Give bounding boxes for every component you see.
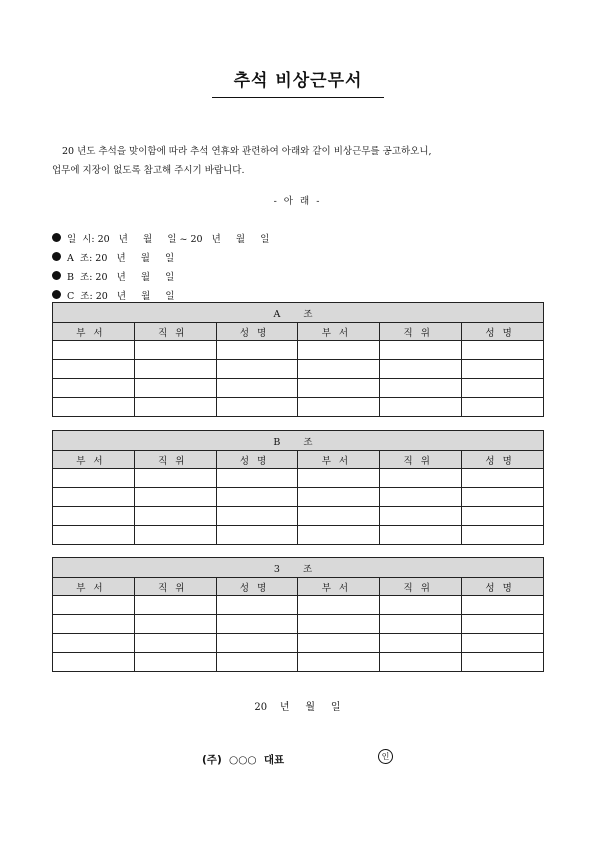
table-row <box>53 596 544 615</box>
table-cell[interactable] <box>216 488 298 507</box>
table-cell[interactable] <box>298 469 380 488</box>
table-cell[interactable] <box>53 488 135 507</box>
table-row <box>53 360 544 379</box>
table-cell[interactable] <box>216 653 298 672</box>
table-row <box>53 507 544 526</box>
table-cell[interactable] <box>380 469 462 488</box>
table-cell[interactable] <box>298 488 380 507</box>
table-cell[interactable] <box>134 360 216 379</box>
table-cell[interactable] <box>134 653 216 672</box>
table-cell[interactable] <box>216 615 298 634</box>
table-cell[interactable] <box>216 526 298 545</box>
table-cell[interactable] <box>380 634 462 653</box>
table-row <box>53 488 544 507</box>
table-cell[interactable] <box>462 341 544 360</box>
table-cell[interactable] <box>53 653 135 672</box>
roster-table-group-3 <box>52 557 544 672</box>
column-header: 성명 <box>216 451 298 469</box>
bullet-icon <box>52 271 61 280</box>
seal-mark: 인 <box>378 749 393 764</box>
table-cell[interactable] <box>380 526 462 545</box>
table-cell[interactable] <box>462 360 544 379</box>
schedule-item-group-b <box>52 266 269 285</box>
table-cell[interactable] <box>380 615 462 634</box>
page-title: 추석 비상근무서 <box>212 66 384 98</box>
intro-line-2: 업무에 지장이 없도록 참고해 주시기 바랍니다. <box>52 165 245 176</box>
table-row <box>53 469 544 488</box>
table-cell[interactable] <box>462 615 544 634</box>
table-cell[interactable] <box>53 634 135 653</box>
table-cell[interactable] <box>462 469 544 488</box>
table-cell[interactable] <box>380 398 462 417</box>
bullet-icon <box>52 233 61 242</box>
table-cell[interactable] <box>462 507 544 526</box>
notice-heading: - 아 래 - <box>273 196 322 207</box>
table-cell[interactable] <box>216 398 298 417</box>
table-cell[interactable] <box>134 507 216 526</box>
table-cell[interactable] <box>298 634 380 653</box>
table-cell[interactable] <box>462 653 544 672</box>
document-date: 20 년 월 일 <box>254 702 341 713</box>
table-row <box>53 526 544 545</box>
table-cell[interactable] <box>53 526 135 545</box>
bullet-icon <box>52 290 61 299</box>
table-cell[interactable] <box>53 596 135 615</box>
table-cell[interactable] <box>298 360 380 379</box>
group-title: A 조 <box>53 303 544 323</box>
table-cell[interactable] <box>298 615 380 634</box>
column-header: 직위 <box>380 323 462 341</box>
schedule-item-label: B 조: 20 년 월 일 <box>67 271 175 283</box>
column-header: 성명 <box>462 451 544 469</box>
schedule-item-label: A 조: 20 년 월 일 <box>67 252 175 264</box>
table-cell[interactable] <box>298 507 380 526</box>
table-cell[interactable] <box>53 360 135 379</box>
column-header: 부서 <box>298 578 380 596</box>
table-cell[interactable] <box>380 596 462 615</box>
column-header: 직위 <box>134 578 216 596</box>
company-representative: (주) ○○○ 대표 <box>202 754 285 766</box>
table-cell[interactable] <box>298 379 380 398</box>
column-header: 부서 <box>53 451 135 469</box>
table-cell[interactable] <box>298 596 380 615</box>
table-cell[interactable] <box>298 398 380 417</box>
group-title: 3 조 <box>53 558 544 578</box>
table-cell[interactable] <box>216 634 298 653</box>
table-cell[interactable] <box>216 341 298 360</box>
schedule-item-label: 일 시: 20 년 월 일 ~ 20 년 월 일 <box>67 233 270 245</box>
column-header: 부서 <box>53 578 135 596</box>
table-cell[interactable] <box>216 507 298 526</box>
table-row <box>53 615 544 634</box>
table-cell[interactable] <box>53 615 135 634</box>
table-cell[interactable] <box>134 379 216 398</box>
table-cell[interactable] <box>134 596 216 615</box>
table-cell[interactable] <box>134 615 216 634</box>
table-cell[interactable] <box>462 526 544 545</box>
table-cell[interactable] <box>134 469 216 488</box>
table-cell[interactable] <box>380 341 462 360</box>
table-cell[interactable] <box>134 526 216 545</box>
schedule-item-label: C 조: 20 년 월 일 <box>67 290 175 302</box>
column-header: 직위 <box>380 578 462 596</box>
intro-paragraph <box>52 142 552 180</box>
roster-table-group-2 <box>52 430 544 545</box>
table-cell[interactable] <box>134 634 216 653</box>
table-cell[interactable] <box>462 379 544 398</box>
intro-line-1: 20 년도 추석을 맞이함에 따라 추석 연휴와 관련하여 아래와 같이 비상근무를 공고하오니, <box>62 146 432 157</box>
table-cell[interactable] <box>216 360 298 379</box>
column-header: 직위 <box>134 323 216 341</box>
column-header: 부서 <box>53 323 135 341</box>
table-cell[interactable] <box>380 360 462 379</box>
column-header: 성명 <box>462 323 544 341</box>
table-cell[interactable] <box>53 398 135 417</box>
table-cell[interactable] <box>380 379 462 398</box>
table-cell[interactable] <box>134 341 216 360</box>
column-header: 성명 <box>216 323 298 341</box>
table-cell[interactable] <box>216 469 298 488</box>
table-cell[interactable] <box>380 653 462 672</box>
column-header: 직위 <box>380 451 462 469</box>
table-cell[interactable] <box>298 653 380 672</box>
table-cell[interactable] <box>53 341 135 360</box>
column-header: 성명 <box>462 578 544 596</box>
roster-table-group-1 <box>52 302 544 417</box>
group-title: B 조 <box>53 431 544 451</box>
table-cell[interactable] <box>380 507 462 526</box>
table-row <box>53 634 544 653</box>
table-row <box>53 398 544 417</box>
column-header: 부서 <box>298 451 380 469</box>
table-row <box>53 379 544 398</box>
bullet-icon <box>52 252 61 261</box>
table-row <box>53 653 544 672</box>
table-cell[interactable] <box>134 488 216 507</box>
table-cell[interactable] <box>216 379 298 398</box>
column-header: 부서 <box>298 323 380 341</box>
table-cell[interactable] <box>53 379 135 398</box>
table-cell[interactable] <box>298 526 380 545</box>
table-cell[interactable] <box>462 634 544 653</box>
table-cell[interactable] <box>462 488 544 507</box>
table-cell[interactable] <box>298 341 380 360</box>
table-cell[interactable] <box>462 398 544 417</box>
column-header: 직위 <box>134 451 216 469</box>
column-header: 성명 <box>216 578 298 596</box>
table-cell[interactable] <box>216 596 298 615</box>
schedule-item-group-a <box>52 247 269 266</box>
table-cell[interactable] <box>462 596 544 615</box>
schedule-item-period <box>52 228 269 247</box>
table-cell[interactable] <box>380 488 462 507</box>
table-cell[interactable] <box>134 398 216 417</box>
table-cell[interactable] <box>53 469 135 488</box>
table-cell[interactable] <box>53 507 135 526</box>
schedule-list <box>52 228 269 304</box>
table-row <box>53 341 544 360</box>
